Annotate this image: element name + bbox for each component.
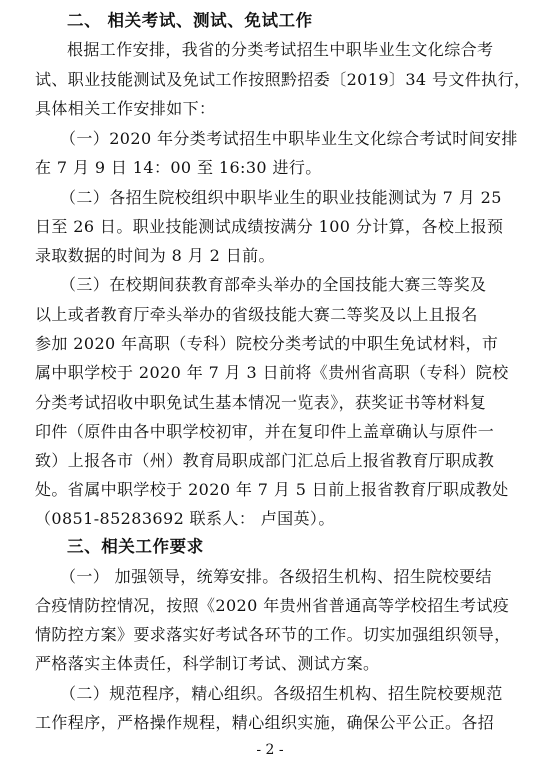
paragraph-line: 致）上报各市（州）教育局职成部门汇总后上报省教育厅职成教 (35, 451, 495, 470)
paragraph-line: 参加 2020 年高职（专科）院校分类考试的中职生免试材料，市 (35, 334, 499, 353)
paragraph-line: （0851-85283692 联系人： 卢国英）。 (35, 509, 335, 528)
paragraph-line: 根据工作安排，我省的分类考试招生中职毕业生文化综合考 (67, 40, 494, 59)
paragraph-line: 具体相关工作安排如下： (35, 99, 216, 118)
paragraph-line: （一） 加强领导，统筹安排。各级招生机构、招生院校要结 (60, 567, 492, 586)
paragraph-line: 在 7 月 9 日 14：00 至 16:30 进行。 (35, 158, 322, 177)
paragraph-line: 分类考试招收中职免试生基本情况一览表》，获奖证书等材料复 (35, 393, 487, 412)
paragraph-line: 处。省属中职学校于 2020 年 7 月 5 日前上报省教育厅职成教处 (35, 480, 509, 499)
section-heading: 三、相关工作要求 (67, 537, 204, 556)
paragraph-line: 属中职学校于 2020 年 7 月 3 日前将《贵州省高职（专科）院校 (35, 363, 509, 382)
section-heading: 二、 相关考试、测试、免试工作 (67, 11, 313, 30)
paragraph-line: 工作程序，严格操作规程，精心组织实施，确保公平公正。各招 (35, 713, 495, 732)
paragraph-line: （二）各招生院校组织中职毕业生的职业技能测试为 7 月 25 (60, 188, 502, 207)
paragraph-line: （一）2020 年分类考试招生中职毕业生文化综合考试时间安排 (60, 129, 518, 148)
paragraph-line: （二）规范程序，精心组织。各级招生机构、招生院校要规范 (60, 684, 503, 703)
paragraph-line: 录取数据的时间为 8 月 2 日前。 (35, 246, 275, 265)
paragraph-line: 印件（原件由各中职学校初审，并在复印件上盖章确认与原件一 (35, 422, 495, 441)
page-number: - 2 - (256, 742, 284, 758)
paragraph-line: 合疫情防控情况，按照《2020 年贵州省普通高等学校招生考试疫 (35, 596, 510, 615)
paragraph-line: （三）在校期间获教育部牵头举办的全国技能大赛三等奖及 (60, 275, 487, 294)
paragraph-line: 日至 26 日。职业技能测试成绩按满分 100 分计算，各校上报预 (35, 217, 504, 236)
paragraph-line: 试、职业技能测试及免试工作按照黔招委〔2019〕34 号文件执行， (35, 70, 531, 89)
paragraph-line: 情防控方案》要求落实好考试各环节的工作。切实加强组织领导， (35, 625, 511, 644)
paragraph-line: 严格落实主体责任，科学制订考试、测试方案。 (35, 654, 380, 673)
paragraph-line: 以上或者教育厅牵头举办的省级技能大赛二等奖及以上且报名 (35, 305, 478, 324)
